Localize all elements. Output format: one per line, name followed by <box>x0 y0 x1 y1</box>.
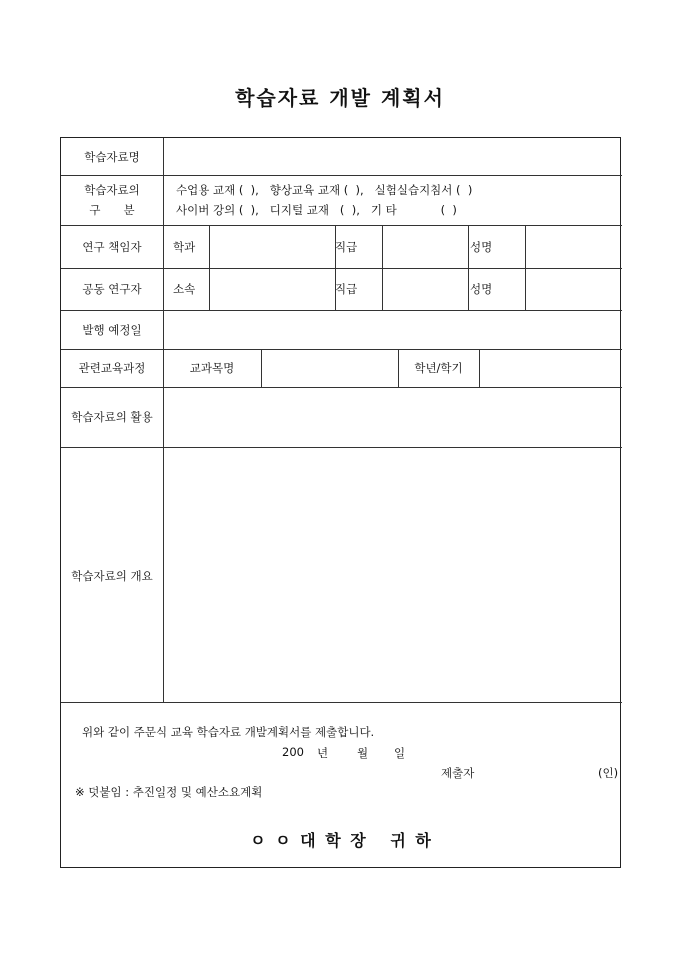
label-material-overview: 학습자료의 개요 <box>71 569 153 583</box>
co-name-field[interactable] <box>526 269 621 310</box>
label-co-researcher: 공동 연구자 <box>82 282 142 296</box>
date-year: 200 <box>282 745 304 759</box>
label-category-2: 구 분 <box>89 203 135 217</box>
label-material-name: 학습자료명 <box>84 150 140 164</box>
label-name-lead: 성명 <box>470 240 493 254</box>
lead-rank-field[interactable] <box>383 226 467 268</box>
material-use-field[interactable] <box>164 388 621 447</box>
date-month-unit: 월 <box>357 746 369 760</box>
material-name-field[interactable] <box>164 138 621 174</box>
label-category-1: 학습자료의 <box>84 183 140 197</box>
co-affiliation-field[interactable] <box>210 269 334 310</box>
attachment-note: ※ 덧붙임 : 추진일정 및 예산소요계획 <box>75 785 263 799</box>
recipient-line: ㅇ ㅇ 대 학 장 귀 하 <box>250 831 433 850</box>
grade-semester-field[interactable] <box>480 350 621 387</box>
material-overview-field[interactable] <box>164 448 621 702</box>
subject-name-field[interactable] <box>262 350 397 387</box>
document-title: 학습자료 개발 계획서 <box>235 86 445 110</box>
category-options-line2[interactable]: 사이버 강의 ( ), 디지털 교재 ( ), 기 타 ( ) <box>176 203 457 217</box>
date-year-unit: 년 <box>317 746 329 760</box>
lead-department-field[interactable] <box>210 226 334 268</box>
label-subject-name: 교과목명 <box>189 361 235 375</box>
label-affiliation: 소속 <box>173 282 196 296</box>
publish-date-field[interactable] <box>164 311 621 349</box>
date-day-unit: 일 <box>394 746 406 760</box>
label-lead-researcher: 연구 책임자 <box>82 240 142 254</box>
label-rank-lead: 직급 <box>335 240 358 254</box>
submission-statement: 위와 같이 주문식 교육 학습자료 개발계획서를 제출합니다. <box>82 725 375 739</box>
co-rank-field[interactable] <box>383 269 467 310</box>
label-material-use: 학습자료의 활용 <box>71 410 153 424</box>
submitter-label: 제출자 <box>441 766 475 780</box>
label-department: 학과 <box>173 240 196 254</box>
label-related-course: 관련교육과정 <box>78 361 146 375</box>
label-publish-date: 발행 예정일 <box>82 323 142 337</box>
label-rank-co: 직급 <box>335 282 358 296</box>
label-name-co: 성명 <box>470 282 493 296</box>
category-options-line1[interactable]: 수업용 교재 ( ), 향상교육 교재 ( ), 실험실습지침서 ( ) <box>176 183 473 197</box>
seal-mark: (인) <box>598 766 619 780</box>
plan-form-table <box>60 137 621 868</box>
lead-name-field[interactable] <box>526 226 621 268</box>
label-grade-semester: 학년/학기 <box>414 361 463 375</box>
